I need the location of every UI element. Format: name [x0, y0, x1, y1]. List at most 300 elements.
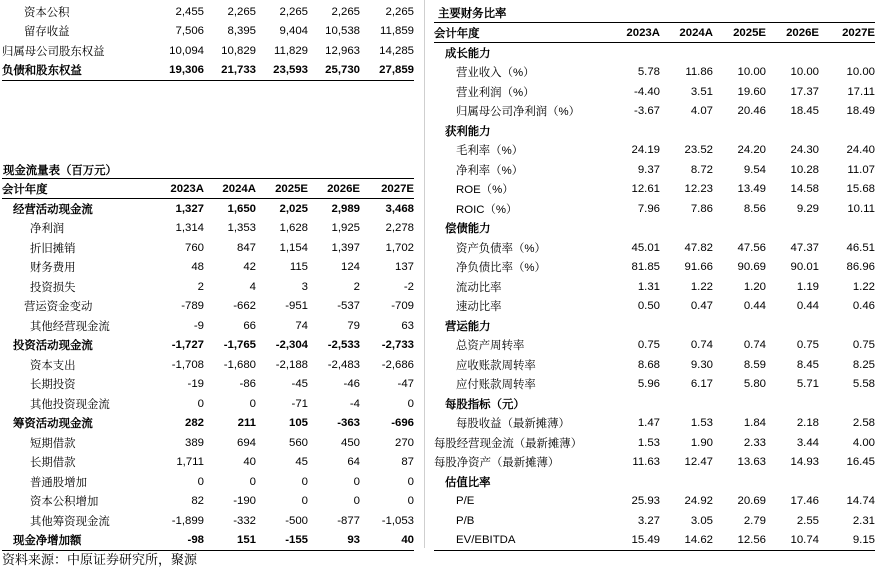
ratios-cell: 4.07 — [690, 105, 713, 118]
ratios-cell: 91.66 — [684, 261, 713, 274]
cashflow-row-label: 折旧摊销 — [30, 242, 76, 255]
cashflow-row — [2, 433, 414, 453]
cashflow-cell: 45 — [295, 456, 308, 469]
cashflow-cell: -2,686 — [381, 358, 414, 371]
balance-cell: 11,859 — [380, 25, 414, 38]
ratios-cell: 24.92 — [684, 495, 713, 508]
cashflow-cell: 74 — [295, 319, 308, 332]
ratios-row — [434, 297, 875, 317]
balance-cell: 10,538 — [325, 25, 360, 38]
cashflow-cell: 105 — [288, 417, 308, 430]
cashflow-cell: 0 — [301, 495, 308, 508]
cashflow-cell: 87 — [401, 456, 414, 469]
ratios-section-row — [434, 394, 875, 414]
cashflow-cell: 40 — [243, 456, 256, 469]
cashflow-cell: -709 — [391, 300, 414, 313]
cashflow-cell: -2,483 — [327, 358, 360, 371]
ratios-cell: 24.19 — [631, 144, 660, 157]
ratios-row — [434, 433, 875, 453]
balance-cell: 8,395 — [227, 25, 256, 38]
ratios-row — [434, 180, 875, 200]
ratios-header-year: 2026E — [766, 23, 819, 43]
cashflow-cell: 847 — [236, 241, 256, 254]
ratios-cell: 0.75 — [637, 339, 660, 352]
ratios-cell: 12.61 — [631, 183, 660, 196]
ratios-row — [434, 336, 875, 356]
ratios-cell: 3.44 — [796, 436, 819, 449]
ratios-cell: 2.18 — [796, 417, 819, 430]
cashflow-cell: 0 — [197, 397, 204, 410]
cashflow-cell: 1,397 — [331, 241, 360, 254]
ratios-cell: 1.31 — [637, 280, 660, 293]
cashflow-cell: 1,314 — [175, 222, 204, 235]
ratios-cell — [610, 219, 660, 239]
ratios-header-label: 会计年度 — [434, 23, 610, 43]
ratios-cell — [660, 472, 713, 492]
cashflow-cell: -1,053 — [381, 514, 414, 527]
ratios-cell: -4.40 — [634, 85, 660, 98]
cashflow-cell: 2,989 — [331, 202, 360, 215]
cashflow-row-label: 长期借款 — [30, 457, 76, 470]
balance-cell: 10,829 — [221, 44, 256, 57]
ratios-cell: 0.74 — [690, 339, 713, 352]
cashflow-cell: 2,025 — [279, 202, 308, 215]
cashflow-cell: -951 — [285, 300, 308, 313]
ratios-cell: 17.46 — [790, 495, 819, 508]
ratios-header-year: 2025E — [713, 23, 766, 43]
ratios-cell — [766, 43, 819, 63]
balance-cell: 14,285 — [379, 44, 414, 57]
ratios-row-label: 偿债能力 — [445, 223, 491, 236]
ratios-cell: 0.50 — [637, 300, 660, 313]
ratios-cell: 4.00 — [852, 436, 875, 449]
ratios-cell — [819, 394, 875, 414]
cashflow-row-label: 长期投资 — [30, 379, 76, 392]
ratios-cell: 0.44 — [743, 300, 766, 313]
cashflow-panel — [2, 178, 414, 551]
cashflow-header-row — [2, 179, 414, 199]
ratios-cell: 1.90 — [690, 436, 713, 449]
cashflow-cell: 1,353 — [227, 222, 256, 235]
ratios-cell: 11.63 — [632, 456, 660, 469]
ratios-row-label: 归属母公司净利润（%） — [456, 106, 581, 119]
cashflow-cell: 151 — [204, 531, 256, 551]
ratios-section-row — [434, 219, 875, 239]
cashflow-row-label: 营运资金变动 — [24, 301, 93, 314]
cashflow-cell: -2,304 — [275, 339, 308, 352]
cashflow-row-label: 其他经营现金流 — [30, 320, 110, 333]
ratios-row-label: ROIC（%） — [456, 203, 518, 216]
cashflow-row — [2, 316, 414, 336]
ratios-cell — [660, 121, 713, 141]
ratios-cell: 1.47 — [637, 417, 660, 430]
ratios-cell: 2.33 — [743, 436, 766, 449]
cashflow-cell: 93 — [308, 531, 360, 551]
ratios-cell: 10.00 — [737, 66, 766, 79]
cashflow-cell: 1,154 — [279, 241, 308, 254]
cashflow-cell: -2 — [403, 280, 414, 293]
balance-cell: 7,506 — [175, 25, 204, 38]
ratios-header-row — [434, 23, 875, 43]
cashflow-cell: -1,727 — [171, 339, 204, 352]
cashflow-header-year: 2023A — [152, 179, 204, 199]
cashflow-header-label: 会计年度 — [2, 179, 152, 199]
cashflow-row — [2, 355, 414, 375]
ratios-row-label: 获利能力 — [445, 125, 491, 138]
ratios-title: 主要财务比率 — [438, 8, 507, 20]
ratios-row — [434, 238, 875, 258]
ratios-section-row — [434, 121, 875, 141]
ratios-cell: 1.19 — [796, 280, 819, 293]
ratios-cell — [819, 121, 875, 141]
cashflow-row — [2, 219, 414, 239]
ratios-cell — [819, 316, 875, 336]
ratios-row — [434, 414, 875, 434]
ratios-cell: 14.62 — [660, 531, 713, 551]
ratios-section-row — [434, 316, 875, 336]
ratios-section-row — [434, 472, 875, 492]
ratios-cell: 2.79 — [743, 514, 766, 527]
cashflow-cell: 115 — [289, 261, 308, 274]
cashflow-cell: -500 — [285, 514, 308, 527]
cashflow-cell: 63 — [401, 319, 414, 332]
cashflow-cell: 1,628 — [279, 222, 308, 235]
cashflow-cell: 64 — [347, 456, 360, 469]
ratios-row-label: 每股经营现金流（最新摊薄） — [434, 437, 583, 450]
cashflow-header-year: 2026E — [308, 179, 360, 199]
ratios-cell: 16.45 — [846, 456, 875, 469]
cashflow-cell: -662 — [233, 300, 256, 313]
balance-cell: 11,829 — [274, 44, 308, 57]
ratios-cell: -3.67 — [634, 105, 660, 118]
cashflow-cell: -190 — [233, 495, 256, 508]
balance-row — [2, 61, 414, 81]
ratios-header-year: 2027E — [819, 23, 875, 43]
ratios-row — [434, 141, 875, 161]
ratios-row — [434, 160, 875, 180]
ratios-cell: 0.46 — [852, 300, 875, 313]
ratios-cell: 15.68 — [846, 183, 875, 196]
balance-cell: 2,265 — [385, 5, 414, 18]
ratios-row-label: P/E — [456, 495, 475, 508]
ratios-cell: 24.40 — [846, 144, 875, 157]
cashflow-cell: 389 — [184, 436, 204, 449]
cashflow-row-label: 投资损失 — [30, 281, 76, 294]
panel-divider — [424, 0, 425, 548]
cashflow-row — [2, 531, 414, 551]
cashflow-row-label: 财务费用 — [30, 262, 76, 275]
ratios-cell — [766, 316, 819, 336]
cashflow-cell: -19 — [187, 378, 204, 391]
ratios-row-label: 每股收益（最新摊薄） — [456, 418, 570, 431]
cashflow-cell: 0 — [249, 397, 256, 410]
ratios-cell: 20.69 — [737, 495, 766, 508]
balance-cell: 23,593 — [256, 61, 308, 81]
ratios-cell: 17.11 — [847, 85, 875, 98]
ratios-cell: 90.69 — [737, 261, 766, 274]
balance-row-label: 留存收益 — [24, 26, 70, 39]
ratios-cell: 9.54 — [743, 163, 766, 176]
ratios-row-label: 估值比率 — [445, 476, 491, 489]
cashflow-cell: 2 — [353, 280, 360, 293]
cashflow-cell: -1,680 — [223, 358, 256, 371]
ratios-row — [434, 453, 875, 473]
ratios-cell — [610, 43, 660, 63]
ratios-cell: 3.05 — [690, 514, 713, 527]
cashflow-cell: 42 — [243, 261, 256, 274]
ratios-row-label: 成长能力 — [445, 47, 491, 60]
cashflow-cell: 270 — [394, 436, 414, 449]
balance-cell: 2,265 — [227, 5, 256, 18]
cashflow-cell: -2,733 — [381, 339, 414, 352]
ratios-cell: 8.25 — [852, 358, 875, 371]
cashflow-row — [2, 492, 414, 512]
cashflow-cell: 137 — [394, 261, 414, 274]
ratios-cell — [713, 394, 766, 414]
balance-cell: 12,963 — [325, 44, 360, 57]
ratios-cell: 47.82 — [684, 241, 713, 254]
ratios-cell — [766, 394, 819, 414]
ratios-row — [434, 355, 875, 375]
ratios-cell — [610, 316, 660, 336]
ratios-cell: 47.56 — [737, 241, 766, 254]
ratios-cell: 10.11 — [847, 202, 875, 215]
ratios-cell: 15.49 — [610, 531, 660, 551]
cashflow-row — [2, 199, 414, 219]
ratios-cell: 47.37 — [790, 241, 819, 254]
cashflow-cell: 1,702 — [385, 241, 414, 254]
ratios-cell — [660, 43, 713, 63]
ratios-row — [434, 375, 875, 395]
cashflow-row-label: 筹资活动现金流 — [13, 418, 93, 431]
cashflow-title: 现金流量表（百万元） — [3, 165, 117, 177]
ratios-cell: 0.75 — [796, 339, 819, 352]
ratios-row-label: 净利率（%） — [456, 164, 524, 177]
cashflow-cell: -332 — [233, 514, 256, 527]
ratios-cell: 1.53 — [637, 436, 660, 449]
ratios-row — [434, 492, 875, 512]
ratios-row-label: 应付账款周转率 — [456, 379, 536, 392]
ratios-cell: 9.29 — [796, 202, 819, 215]
cashflow-row — [2, 277, 414, 297]
ratios-cell: 10.28 — [790, 163, 819, 176]
ratios-cell: 0.44 — [796, 300, 819, 313]
cashflow-cell: 211 — [237, 417, 256, 430]
cashflow-cell: 0 — [249, 475, 256, 488]
ratios-cell: 81.85 — [631, 261, 660, 274]
balance-row — [2, 22, 414, 42]
ratios-section-row — [434, 43, 875, 63]
ratios-row — [434, 102, 875, 122]
ratios-cell: 2.31 — [852, 514, 875, 527]
cashflow-row-label: 其他投资现金流 — [30, 398, 110, 411]
balance-cell: 25,730 — [308, 61, 360, 81]
ratios-cell: 90.01 — [790, 261, 819, 274]
cashflow-cell: -877 — [337, 514, 360, 527]
ratios-cell: 5.71 — [796, 378, 819, 391]
ratios-cell: 5.78 — [637, 66, 660, 79]
ratios-cell — [610, 121, 660, 141]
ratios-cell: 24.20 — [737, 144, 766, 157]
ratios-cell: 11.86 — [685, 66, 713, 79]
cashflow-cell: 760 — [184, 241, 204, 254]
ratios-cell — [610, 394, 660, 414]
ratios-cell: 14.74 — [846, 495, 875, 508]
cashflow-cell: -2,188 — [275, 358, 308, 371]
ratios-cell: 9.37 — [637, 163, 660, 176]
cashflow-cell: 3 — [301, 280, 308, 293]
ratios-cell: 23.52 — [684, 144, 713, 157]
ratios-cell: 8.59 — [743, 358, 766, 371]
cashflow-cell: -46 — [343, 378, 360, 391]
cashflow-header-year: 2027E — [360, 179, 414, 199]
cashflow-cell: 4 — [249, 280, 256, 293]
ratios-cell — [660, 316, 713, 336]
cashflow-cell: 2,278 — [385, 222, 414, 235]
cashflow-table — [2, 178, 414, 551]
ratios-cell: 14.58 — [790, 183, 819, 196]
balance-cell: 2,455 — [175, 5, 204, 18]
cashflow-cell: 282 — [184, 417, 204, 430]
cashflow-cell: 2 — [197, 280, 204, 293]
cashflow-cell: 40 — [360, 531, 414, 551]
ratios-header-year: 2024A — [660, 23, 713, 43]
cashflow-cell: 450 — [340, 436, 360, 449]
cashflow-cell: 0 — [301, 475, 308, 488]
ratios-row-label: 营业利润（%） — [456, 86, 535, 99]
cashflow-cell: 1,327 — [175, 202, 204, 215]
ratios-cell: 86.96 — [846, 261, 875, 274]
ratios-panel — [434, 22, 875, 551]
ratios-row — [434, 511, 875, 531]
ratios-cell: 7.96 — [637, 202, 660, 215]
cashflow-row — [2, 375, 414, 395]
cashflow-row-label: 资本支出 — [30, 359, 76, 372]
ratios-row-label: 营运能力 — [445, 320, 491, 333]
ratios-cell: 2.58 — [852, 417, 875, 430]
ratios-cell: 9.30 — [690, 358, 713, 371]
ratios-row — [434, 199, 875, 219]
balance-cell: 2,265 — [331, 5, 360, 18]
ratios-row-label: 净负债比率（%） — [456, 262, 546, 275]
ratios-cell — [713, 121, 766, 141]
ratios-cell: 8.68 — [637, 358, 660, 371]
ratios-row-label: 毛利率（%） — [456, 145, 524, 158]
cashflow-cell: -789 — [181, 300, 204, 313]
cashflow-row — [2, 472, 414, 492]
ratios-cell — [713, 219, 766, 239]
ratios-row-label: ROE（%） — [456, 184, 514, 197]
cashflow-cell: -1,708 — [171, 358, 204, 371]
ratios-cell: 5.80 — [743, 378, 766, 391]
ratios-cell: 13.49 — [737, 183, 766, 196]
cashflow-row-label: 现金净增加额 — [2, 531, 152, 551]
ratios-cell: 0.47 — [690, 300, 713, 313]
cashflow-cell: 560 — [288, 436, 308, 449]
cashflow-row — [2, 394, 414, 414]
cashflow-cell: 1,925 — [331, 222, 360, 235]
ratios-cell — [713, 472, 766, 492]
ratios-row-label: 资产负债率（%） — [456, 242, 546, 255]
balance-cell: 10,094 — [169, 44, 204, 57]
ratios-cell: 8.45 — [796, 358, 819, 371]
ratios-cell: 0.74 — [743, 339, 766, 352]
cashflow-row — [2, 297, 414, 317]
balance-cell: 21,733 — [204, 61, 256, 81]
ratios-cell: 1.20 — [743, 280, 766, 293]
cashflow-cell: -98 — [152, 531, 204, 551]
ratios-cell: 14.93 — [790, 456, 819, 469]
cashflow-cell: 124 — [340, 261, 360, 274]
cashflow-row-label: 其他筹资现金流 — [30, 515, 110, 528]
balance-cell: 27,859 — [360, 61, 414, 81]
ratios-cell: 12.47 — [684, 456, 713, 469]
ratios-cell — [766, 219, 819, 239]
cashflow-cell: -155 — [256, 531, 308, 551]
cashflow-cell: -537 — [337, 300, 360, 313]
ratios-cell: 7.86 — [690, 202, 713, 215]
cashflow-cell: 0 — [407, 475, 414, 488]
ratios-cell — [766, 472, 819, 492]
cashflow-cell: -45 — [291, 378, 308, 391]
cashflow-header-year: 2025E — [256, 179, 308, 199]
ratios-row-label: 每股净资产（最新摊薄） — [434, 457, 560, 470]
ratios-row-label: EV/EBITDA — [434, 531, 610, 551]
cashflow-row-label: 短期借款 — [30, 437, 76, 450]
ratios-row — [434, 531, 875, 551]
ratios-row — [434, 82, 875, 102]
ratios-cell: 1.84 — [743, 417, 766, 430]
cashflow-cell: 0 — [407, 495, 414, 508]
ratios-cell: 20.46 — [737, 105, 766, 118]
cashflow-row-label: 资本公积增加 — [30, 496, 99, 509]
ratios-cell: 46.51 — [846, 241, 875, 254]
ratios-cell: 10.00 — [846, 66, 875, 79]
cashflow-cell: 0 — [197, 475, 204, 488]
cashflow-cell: 1,711 — [176, 456, 204, 469]
ratios-cell: 12.56 — [713, 531, 766, 551]
cashflow-cell: 48 — [191, 261, 204, 274]
ratios-cell: 13.63 — [737, 456, 766, 469]
balance-sheet-table — [2, 2, 414, 81]
balance-row-label: 负债和股东权益 — [2, 61, 152, 81]
balance-row — [2, 2, 414, 22]
ratios-row-label: 流动比率 — [456, 281, 502, 294]
ratios-cell: 2.55 — [796, 514, 819, 527]
cashflow-cell: 0 — [353, 495, 360, 508]
cashflow-row — [2, 238, 414, 258]
ratios-row-label: 应收账款周转率 — [456, 359, 536, 372]
cashflow-cell: -47 — [397, 378, 414, 391]
balance-row-label: 资本公积 — [24, 6, 70, 19]
ratios-row — [434, 63, 875, 83]
cashflow-cell: 0 — [353, 475, 360, 488]
ratios-cell: 5.58 — [852, 378, 875, 391]
cashflow-cell: -1,899 — [171, 514, 204, 527]
ratios-cell: 11.07 — [847, 163, 875, 176]
ratios-cell: 8.56 — [743, 202, 766, 215]
ratios-cell: 18.49 — [846, 105, 875, 118]
cashflow-cell: 79 — [347, 319, 360, 332]
ratios-cell: 12.23 — [684, 183, 713, 196]
cashflow-row — [2, 336, 414, 356]
ratios-cell — [819, 43, 875, 63]
ratios-cell: 1.22 — [690, 280, 713, 293]
ratios-row-label: 每股指标（元） — [445, 398, 525, 411]
cashflow-row-label: 净利润 — [30, 223, 65, 236]
ratios-row-label: 总资产周转率 — [456, 340, 525, 353]
cashflow-cell: -86 — [239, 378, 256, 391]
